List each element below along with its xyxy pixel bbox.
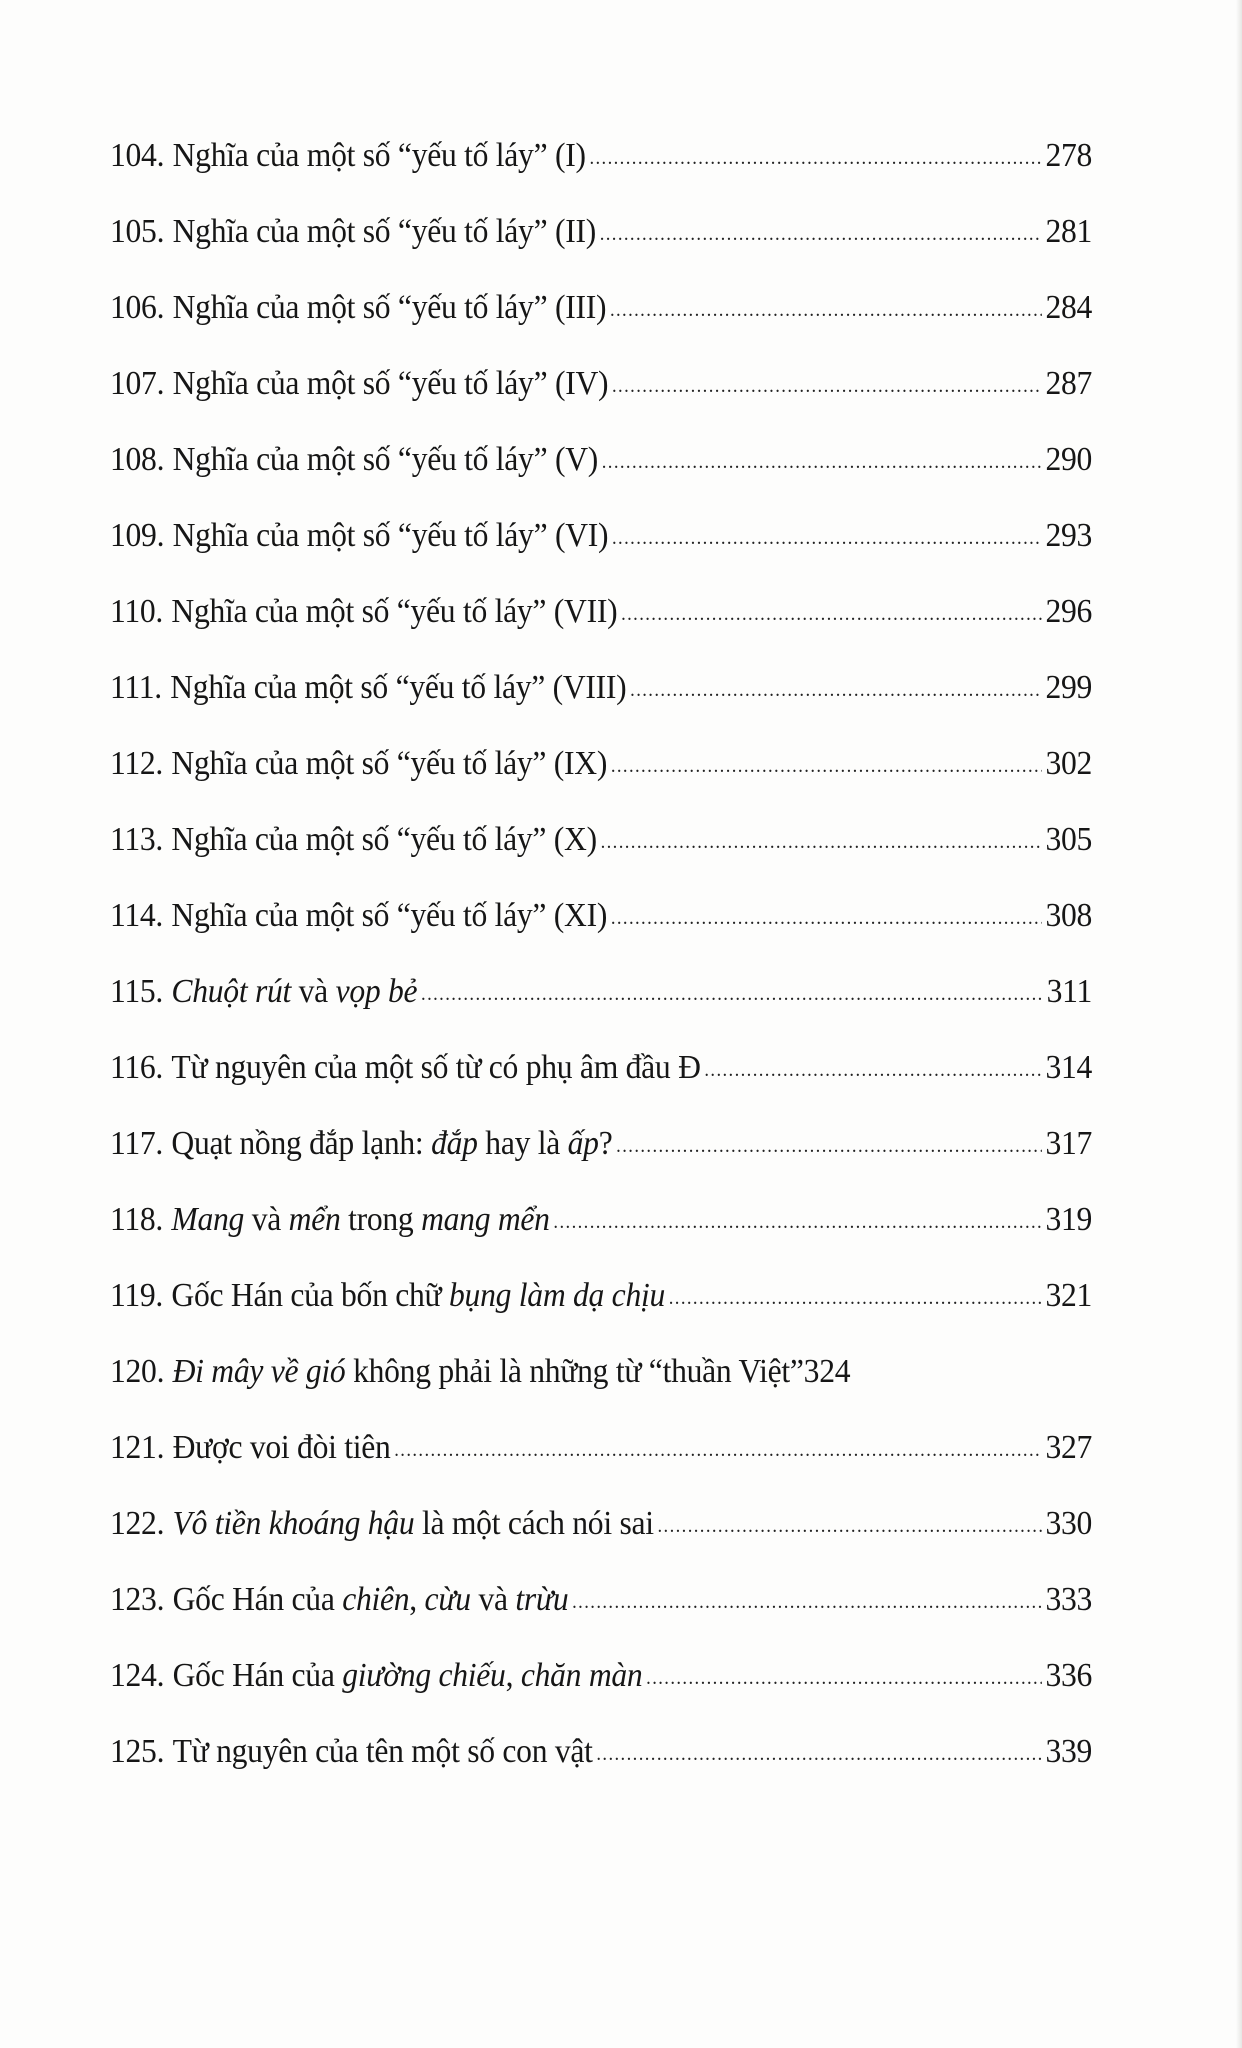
- title-segment: Nghĩa của một số “yếu tố láy” (X): [171, 821, 597, 858]
- dot-leader: [601, 804, 1042, 880]
- italic-segment: ấp: [567, 1125, 599, 1162]
- dot-leader: [646, 1640, 1042, 1716]
- entry-number: 124.: [110, 1657, 165, 1694]
- entry-page-number: 308: [1045, 897, 1093, 934]
- entry-page-number: 314: [1045, 1049, 1093, 1086]
- dot-leader: [704, 1032, 1041, 1108]
- entry-number: 114.: [110, 897, 164, 934]
- toc-entry[interactable]: [110, 726, 1092, 802]
- toc-entry[interactable]: [110, 118, 1092, 194]
- entry-title: [170, 650, 626, 726]
- entry-title: [171, 726, 607, 802]
- entry-page-number: 296: [1045, 593, 1093, 630]
- entry-title: [173, 422, 598, 498]
- title-segment: ,: [409, 1581, 425, 1618]
- dot-leader: [669, 1260, 1042, 1336]
- entry-title: [171, 878, 607, 954]
- entry-number: 106.: [110, 289, 165, 326]
- entry-title: [173, 1562, 569, 1638]
- toc-entry[interactable]: [110, 498, 1092, 574]
- entry-page-number: 290: [1045, 441, 1093, 478]
- entry-page-number: 281: [1045, 213, 1093, 250]
- dot-leader: [572, 1564, 1042, 1640]
- entry-title: [173, 346, 609, 422]
- entry-page-number: 333: [1045, 1581, 1093, 1618]
- toc-entry[interactable]: [110, 650, 1092, 726]
- title-segment: Nghĩa của một số “yếu tố láy” (VI): [172, 517, 609, 554]
- entry-number: 120.: [110, 1353, 165, 1390]
- entry-page-number: 284: [1045, 289, 1093, 326]
- entry-page-number: 327: [1045, 1429, 1093, 1466]
- title-segment: Quạt nồng đắp lạnh: [171, 1125, 415, 1162]
- entry-title: [173, 498, 609, 574]
- entry-page-number: 339: [1045, 1733, 1093, 1770]
- toc-entry[interactable]: [110, 194, 1092, 270]
- title-segment: Nghĩa của một số “yếu tố láy” (IV): [172, 365, 609, 402]
- title-segment: Nghĩa của một số “yếu tố láy” (III): [172, 289, 607, 326]
- entry-title: [173, 194, 596, 270]
- entry-title: [171, 1106, 612, 1182]
- dot-leader: [630, 652, 1042, 728]
- entry-number: 109.: [110, 517, 165, 554]
- entry-title: [171, 954, 417, 1030]
- toc-entry[interactable]: [110, 1030, 1092, 1106]
- entry-number: 107.: [110, 365, 165, 402]
- entry-page-number: 278: [1045, 137, 1093, 174]
- entry-number: 108.: [110, 441, 165, 478]
- dot-leader: [602, 424, 1042, 500]
- italic-segment: bụng làm dạ chịu: [449, 1277, 666, 1314]
- dot-leader: [616, 1108, 1042, 1184]
- entry-title: [173, 118, 586, 194]
- dot-leader: [421, 956, 1043, 1032]
- entry-title: [171, 1182, 549, 1258]
- entry-title: [173, 270, 607, 346]
- toc-entry[interactable]: [110, 878, 1092, 954]
- toc-entry[interactable]: [110, 954, 1092, 1030]
- entry-number: 118.: [110, 1201, 164, 1238]
- dot-leader: [610, 272, 1042, 348]
- title-segment: Từ nguyên của tên một số con vật: [172, 1733, 593, 1770]
- entry-number: 105.: [110, 213, 165, 250]
- toc-entry[interactable]: [110, 1182, 1092, 1258]
- entry-page-number: 305: [1045, 821, 1093, 858]
- italic-segment: chăn màn: [520, 1657, 643, 1694]
- entry-title: [173, 1486, 654, 1562]
- title-segment: ,: [505, 1657, 521, 1694]
- entry-page-number: 299: [1045, 669, 1093, 706]
- italic-segment: cừu: [424, 1581, 471, 1618]
- toc-entry[interactable]: [110, 1258, 1092, 1334]
- dot-leader: [657, 1488, 1041, 1564]
- entry-number: 123.: [110, 1581, 165, 1618]
- entry-page-number: 287: [1045, 365, 1093, 402]
- toc-entry[interactable]: [110, 1334, 1092, 1410]
- italic-segment: trừu: [515, 1581, 569, 1618]
- toc-entry[interactable]: [110, 422, 1092, 498]
- entry-number: 116.: [110, 1049, 164, 1086]
- italic-segment: mang mển: [421, 1201, 550, 1238]
- italic-segment: mển: [288, 1201, 341, 1238]
- title-segment: Nghĩa của một số “yếu tố láy” (I): [172, 137, 586, 174]
- entry-page-number: 319: [1045, 1201, 1093, 1238]
- toc-entry[interactable]: [110, 1486, 1092, 1562]
- entry-number: 119.: [110, 1277, 164, 1314]
- italic-segment: đắp: [431, 1125, 478, 1162]
- italic-segment: Vô tiền khoáng hậu: [172, 1505, 415, 1542]
- title-segment: Từ nguyên của một số từ có phụ âm đầu Đ: [171, 1049, 701, 1086]
- entry-number: 117.: [110, 1125, 164, 1162]
- italic-segment: giường chiếu: [342, 1657, 506, 1694]
- entry-page-number: 302: [1045, 745, 1093, 782]
- italic-segment: Chuột rút: [171, 973, 292, 1010]
- entry-number: 115.: [110, 973, 164, 1010]
- entry-page-number: 336: [1045, 1657, 1093, 1694]
- entry-number: 110.: [110, 593, 164, 630]
- toc-entry[interactable]: [110, 270, 1092, 346]
- dot-leader: [600, 196, 1042, 272]
- dot-leader: [611, 728, 1042, 804]
- table-of-contents: [110, 118, 1092, 1790]
- entry-title: [171, 1030, 700, 1106]
- dot-leader: [589, 120, 1041, 196]
- toc-entry[interactable]: [110, 1106, 1092, 1182]
- italic-segment: vọp bẻ: [335, 973, 418, 1010]
- entry-number: 125.: [110, 1733, 165, 1770]
- title-segment: Gốc Hán của bốn chữ: [171, 1277, 450, 1314]
- title-segment: không phải là những từ “thuần Việt”: [345, 1353, 804, 1390]
- dot-leader: [612, 348, 1042, 424]
- dot-leader: [394, 1412, 1042, 1488]
- entry-number: 112.: [110, 745, 164, 782]
- title-segment: là một cách nói sai: [414, 1505, 654, 1542]
- entry-title: [173, 1714, 593, 1790]
- title-segment: ?: [598, 1125, 613, 1162]
- toc-entry[interactable]: [110, 1714, 1092, 1790]
- toc-entry[interactable]: [110, 802, 1092, 878]
- title-segment: Nghĩa của một số “yếu tố láy” (VIII): [170, 669, 627, 706]
- dot-leader: [612, 500, 1042, 576]
- title-segment: Nghĩa của một số “yếu tố láy” (II): [172, 213, 596, 250]
- page-edge-shadow: [1236, 0, 1242, 2048]
- entry-title: [171, 802, 596, 878]
- toc-entry[interactable]: [110, 346, 1092, 422]
- title-segment: Được voi đòi tiên: [172, 1429, 391, 1466]
- toc-entry[interactable]: [110, 1562, 1092, 1638]
- title-segment: Nghĩa của một số “yếu tố láy” (VII): [171, 593, 618, 630]
- entry-number: 111.: [110, 669, 162, 706]
- dot-leader: [596, 1716, 1041, 1792]
- italic-segment: Mang: [171, 1201, 245, 1238]
- title-segment: Nghĩa của một số “yếu tố láy” (IX): [171, 745, 608, 782]
- title-segment: và: [470, 1581, 516, 1618]
- toc-entry[interactable]: [110, 1410, 1092, 1486]
- italic-segment: Đi mây về gió: [172, 1353, 346, 1390]
- entry-page-number: 293: [1045, 517, 1093, 554]
- entry-page-number: 321: [1045, 1277, 1093, 1314]
- title-segment: Gốc Hán của: [172, 1581, 343, 1618]
- entry-number: 104.: [110, 137, 165, 174]
- title-segment: hay là: [477, 1125, 568, 1162]
- entry-number: 121.: [110, 1429, 165, 1466]
- entry-page-number: 324: [803, 1353, 851, 1390]
- toc-entry[interactable]: [110, 574, 1092, 650]
- title-segment: trong: [340, 1201, 422, 1238]
- entry-title: [173, 1638, 643, 1714]
- entry-page-number: 311: [1046, 973, 1093, 1010]
- title-segment: và: [291, 973, 336, 1010]
- entry-number: 122.: [110, 1505, 165, 1542]
- entry-page-number: 317: [1045, 1125, 1093, 1162]
- entry-title: [171, 1258, 665, 1334]
- entry-title: [173, 1410, 391, 1486]
- toc-entry[interactable]: [110, 1638, 1092, 1714]
- italic-segment: chiên: [342, 1581, 410, 1618]
- entry-page-number: 330: [1045, 1505, 1093, 1542]
- title-segment: :: [414, 1125, 432, 1162]
- title-segment: Nghĩa của một số “yếu tố láy” (V): [172, 441, 599, 478]
- title-segment: Gốc Hán của: [172, 1657, 343, 1694]
- entry-title: [173, 1334, 804, 1410]
- entry-number: 113.: [110, 821, 164, 858]
- title-segment: và: [244, 1201, 289, 1238]
- dot-leader: [611, 880, 1042, 956]
- entry-title: [171, 574, 617, 650]
- title-segment: Nghĩa của một số “yếu tố láy” (XI): [171, 897, 608, 934]
- dot-leader: [621, 576, 1042, 652]
- dot-leader: [553, 1184, 1041, 1260]
